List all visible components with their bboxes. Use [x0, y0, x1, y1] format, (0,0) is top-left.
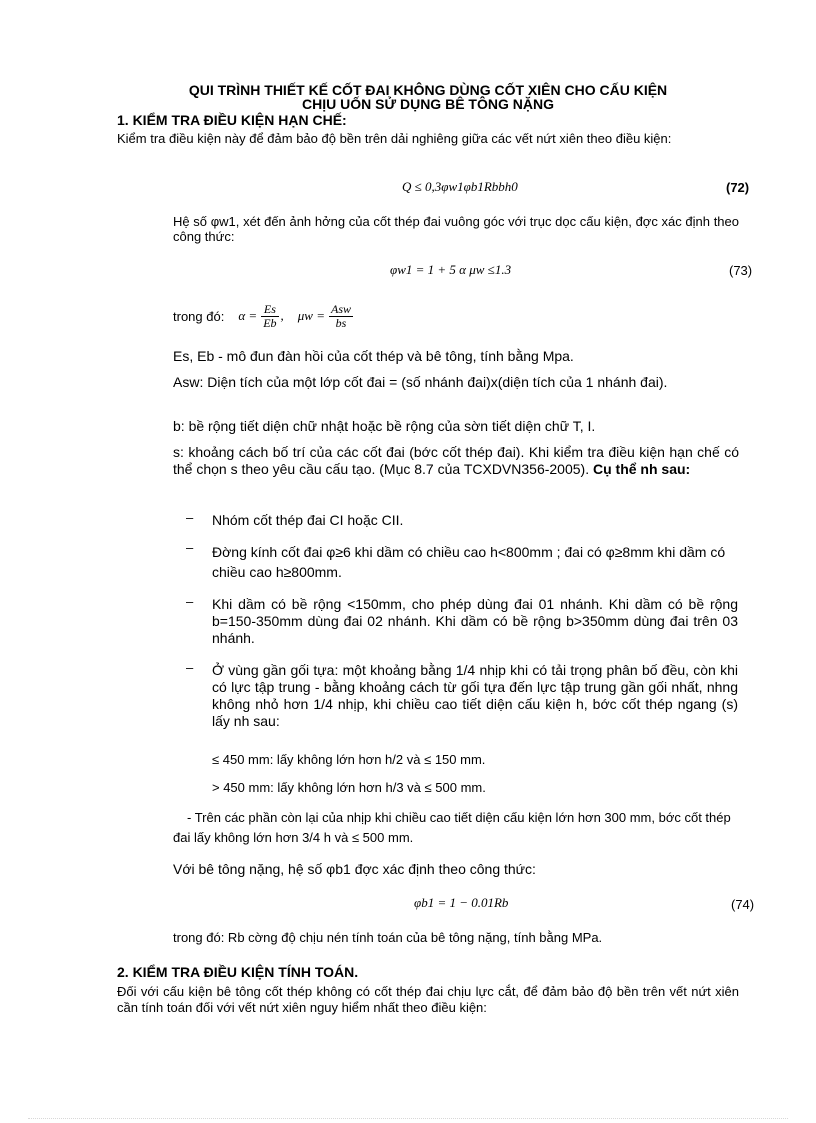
alpha-numerator: Es	[261, 303, 278, 317]
equation-72: Q ≤ 0,3φw1φb1Rbbh0	[402, 179, 518, 194]
s-paragraph	[173, 444, 739, 478]
s-paragraph-bold: Cụ thể nh sau:	[592, 461, 691, 477]
mu-lhs: μw =	[297, 308, 325, 323]
equation-74-number: (74)	[731, 897, 755, 912]
mu-fraction	[329, 303, 353, 330]
remaining-span-paragraph: - Trên các phần còn lại của nhịp khi chiều cao tiết diện cấu kiện lớn hơn 300 mm, bớc cốt thép đai lấy không lớn hơn 3/4 h và ≤ 500 mm.	[173, 810, 731, 845]
bullet-dash: –	[186, 510, 194, 525]
equation-72-number: (72)	[726, 180, 750, 195]
definitions-label: trong đó:	[173, 308, 225, 324]
mu-numerator: Asw	[331, 301, 352, 316]
asw-paragraph: Asw: Diện tích của một lớp cốt đai = (số nhánh đai)x(diện tích của 1 nhánh đai).	[173, 374, 668, 390]
bullet-dash: –	[186, 660, 194, 675]
b-paragraph: b: bề rộng tiết diện chữ nhật hoặc bề rộng của sờn tiết diện chữ T, I.	[173, 418, 596, 434]
s-paragraph-text: s: khoảng cách bố trí của các cốt đai (bớc cốt thép đai). Khi kiểm tra điều kiện hạn chế có thể chọn s theo yêu cầu cấu tạo. (Mục 8.7 của TCXDVN356-2005).	[173, 444, 739, 477]
equation-74: φb1 = 1 − 0.01Rb	[414, 895, 509, 910]
alpha-denominator: Eb	[263, 315, 277, 330]
mu-denominator: bs	[335, 315, 347, 330]
definitions-alpha-mu: trong đó: α = $\frac{Es}{Eb}$ , μw = $\frac{\text{Asw}}{bs}$	[173, 301, 352, 330]
equation-73-number: (73)	[729, 263, 753, 278]
equation-73: φw1 = 1 + 5 α μw ≤1.3	[390, 262, 512, 277]
section-1-intro: Kiểm tra điều kiện này để đảm bảo độ bền trên dải nghiêng giữa các vết nứt xiên theo điều kiện:	[117, 131, 672, 146]
section-1-heading: 1. KIỂM TRA ĐIỀU KIỆN HẠN CHẾ:	[117, 112, 347, 128]
page-title-line-1: QUI TRÌNH THIẾT KẾ CỐT ĐAI KHÔNG DÙNG CỐT XIÊN CHO CẤU KIỆN	[188, 82, 668, 98]
bullet-dash: –	[186, 594, 194, 609]
es-eb-paragraph: Es, Eb - mô đun đàn hồi của cốt thép và bê tông, tính bằng Mpa.	[173, 348, 574, 364]
rb-paragraph: trong đó: Rb cờng độ chịu nén tính toán của bê tông nặng, tính bằng MPa.	[173, 930, 603, 945]
section-2-intro: Đối với cấu kiện bê tông cốt thép không có cốt thép đai chịu lực cắt, để đảm bảo độ bền trên vết nứt xiên cần tính toán đối với vết nứt xiên nguy hiểm nhất theo điều kiện:	[117, 984, 739, 1015]
coefficient-paragraph: Hệ số φw1, xét đến ảnh hởng của cốt thép đai vuông góc với trục dọc cấu kiện, đợc xác định theo công thức:	[173, 214, 739, 244]
alpha-lhs: α =	[238, 308, 258, 323]
sub-item-1: ≤ 450 mm: lấy không lớn hơn h/2 và ≤ 150 mm.	[212, 752, 486, 767]
bullet-dash: –	[186, 540, 194, 555]
bullet-item-4: Ở vùng gần gối tựa: một khoảng bằng 1/4 nhịp khi có tải trọng phân bố đều, còn khi có lực tập trung - bằng khoảng cách từ gối tựa đến lực tập trung gần gối nhất, nhng không nhỏ hơn 1/4 nhịp, khi chiều cao tiết diện cấu kiện h, bớc cốt thép ngang (s) lấy nh sau:	[212, 662, 738, 729]
bullet-item-3: Khi dầm có bề rộng <150mm, cho phép dùng đai 01 nhánh. Khi dầm có bề rộng b=150-350mm dùng đai 02 nhánh. Khi dầm có bề rộng b>350mm dùng đai trên 03 nhánh.	[212, 596, 738, 646]
page-title-line-2: CHỊU UỐN SỬ DỤNG BÊ TÔNG NẶNG	[302, 96, 554, 112]
sub-item-2: > 450 mm: lấy không lớn hơn h/3 và ≤ 500 mm.	[212, 780, 486, 795]
alpha-fraction	[261, 303, 278, 330]
concrete-coefficient-paragraph: Với bê tông nặng, hệ số φb1 đợc xác định theo công thức:	[173, 861, 536, 877]
bullet-item-1: Nhóm cốt thép đai CI hoặc CII.	[212, 512, 404, 528]
page-bottom-divider	[28, 1118, 788, 1119]
section-2-heading: 2. KIỂM TRA ĐIỀU KIỆN TÍNH TOÁN.	[117, 964, 359, 980]
bullet-item-2: Đờng kính cốt đai φ≥6 khi dầm có chiều cao h<800mm ; đai có φ≥8mm khi dầm có chiều cao h≥800mm.	[212, 544, 726, 580]
